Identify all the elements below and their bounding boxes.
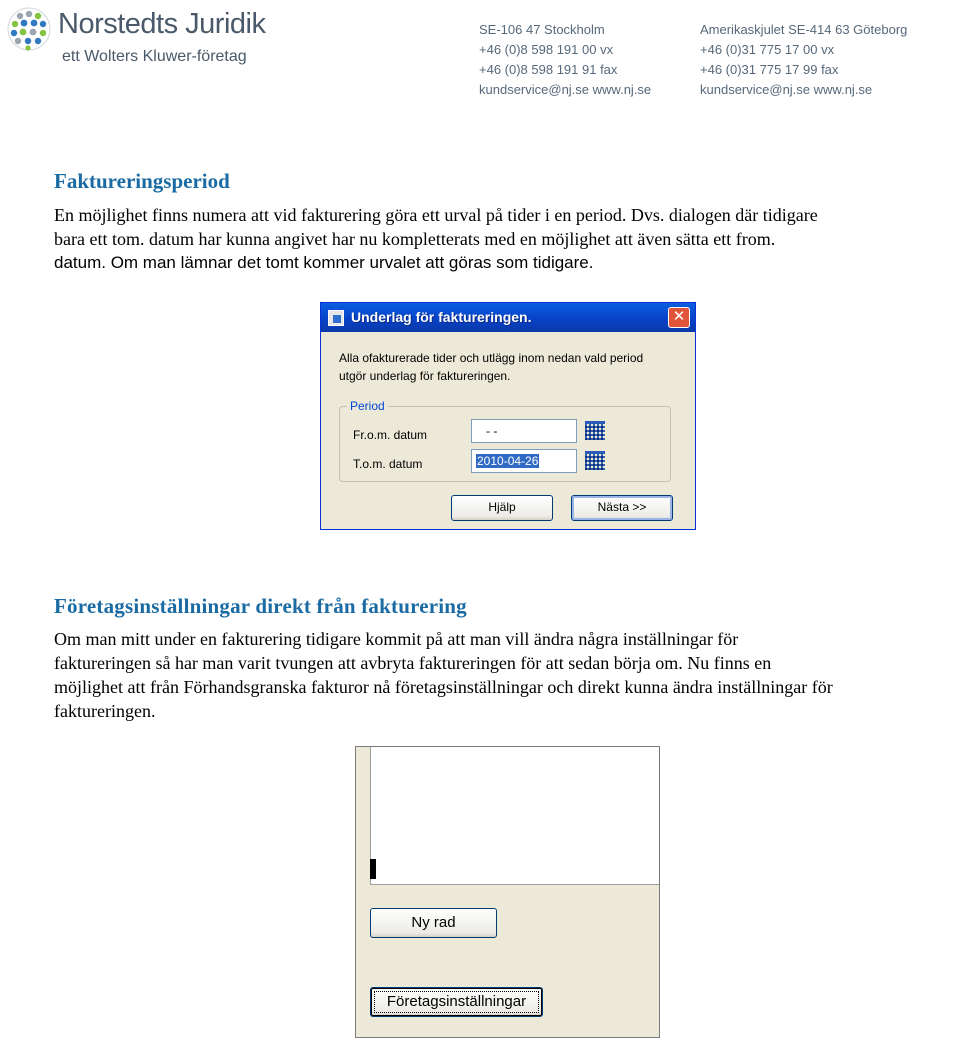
contact-goteborg: [700, 20, 907, 100]
section-paragraph: [54, 203, 818, 275]
company-logo: [6, 4, 286, 68]
section-heading-faktureringsperiod: Faktureringsperiod: [54, 169, 230, 193]
period-group-title: Period: [347, 399, 388, 413]
paragraph-line: faktureringen.: [54, 701, 156, 721]
paragraph-line: bara ett tom. datum har kunna angivet har nu kompletterats med en möjlighet att även sätta ett from.: [54, 229, 776, 249]
contact-line: +46 (0)31 775 17 99 fax: [700, 62, 839, 77]
calendar-icon[interactable]: [585, 424, 605, 440]
contact-line: SE-106 47 Stockholm: [479, 22, 605, 37]
paragraph-line: En möjlighet finns numera att vid fakturering göra ett urval på tider i en period. Dvs. dialogen där tidigare: [54, 205, 818, 225]
to-date-value: 2010-04-26: [477, 454, 539, 468]
app-icon: [328, 310, 344, 326]
section-heading-foretagsinstallningar: Företagsinställningar direkt från fakturering: [54, 594, 467, 618]
preview-panel-screenshot: [355, 746, 660, 1038]
company-settings-button[interactable]: Företagsinställningar: [370, 987, 543, 1017]
from-date-label: Fr.o.m. datum: [353, 428, 428, 442]
billing-dialog-screenshot: [320, 302, 696, 530]
contact-line: +46 (0)8 598 191 91 fax: [479, 62, 618, 77]
logo-mark-icon: [6, 6, 52, 52]
contact-line: kundservice@nj.se www.nj.se: [479, 82, 652, 97]
close-button[interactable]: ✕: [668, 307, 690, 328]
to-date-label: T.o.m. datum: [353, 457, 423, 471]
logo-name: Norstedts Juridik: [58, 8, 266, 40]
from-date-field[interactable]: - -: [471, 419, 577, 443]
intro-line: utgör underlag för faktureringen.: [339, 369, 511, 383]
contact-line: Amerikaskjulet SE-414 63 Göteborg: [700, 22, 908, 37]
paragraph-line: datum. Om man lämnar det tomt kommer urvalet att göras som tidigare.: [54, 253, 594, 272]
paragraph-line: faktureringen så har man varit tvungen att avbryta faktureringen för att sedan börja om. Nu finns en: [54, 653, 772, 673]
invoice-grid[interactable]: [370, 747, 659, 885]
contact-line: +46 (0)8 598 191 00 vx: [479, 42, 614, 57]
contact-stockholm: [479, 20, 651, 100]
contact-line: +46 (0)31 775 17 00 vx: [700, 42, 835, 57]
intro-line: Alla ofakturerade tider och utlägg inom nedan vald period: [339, 351, 644, 365]
paragraph-line: möjlighet att från Förhandsgranska fakturor nå företagsinställningar och direkt kunna ändra inställningar för: [54, 677, 833, 697]
paragraph-line: Om man mitt under en fakturering tidigare kommit på att man vill ändra några inställningar för: [54, 629, 739, 649]
to-date-field[interactable]: [471, 449, 577, 473]
dialog-title: Underlag för faktureringen.: [351, 309, 532, 325]
dialog-titlebar[interactable]: [321, 303, 695, 332]
dialog-intro: [339, 349, 643, 385]
contact-line: kundservice@nj.se www.nj.se: [700, 82, 873, 97]
calendar-icon[interactable]: [585, 454, 605, 470]
next-button[interactable]: Nästa >>: [571, 495, 673, 521]
row-marker: [370, 859, 376, 879]
logo-subtitle: ett Wolters Kluwer-företag: [62, 48, 247, 65]
section-paragraph: [54, 627, 833, 723]
help-button[interactable]: Hjälp: [451, 495, 553, 521]
new-row-button[interactable]: Ny rad: [370, 908, 497, 938]
